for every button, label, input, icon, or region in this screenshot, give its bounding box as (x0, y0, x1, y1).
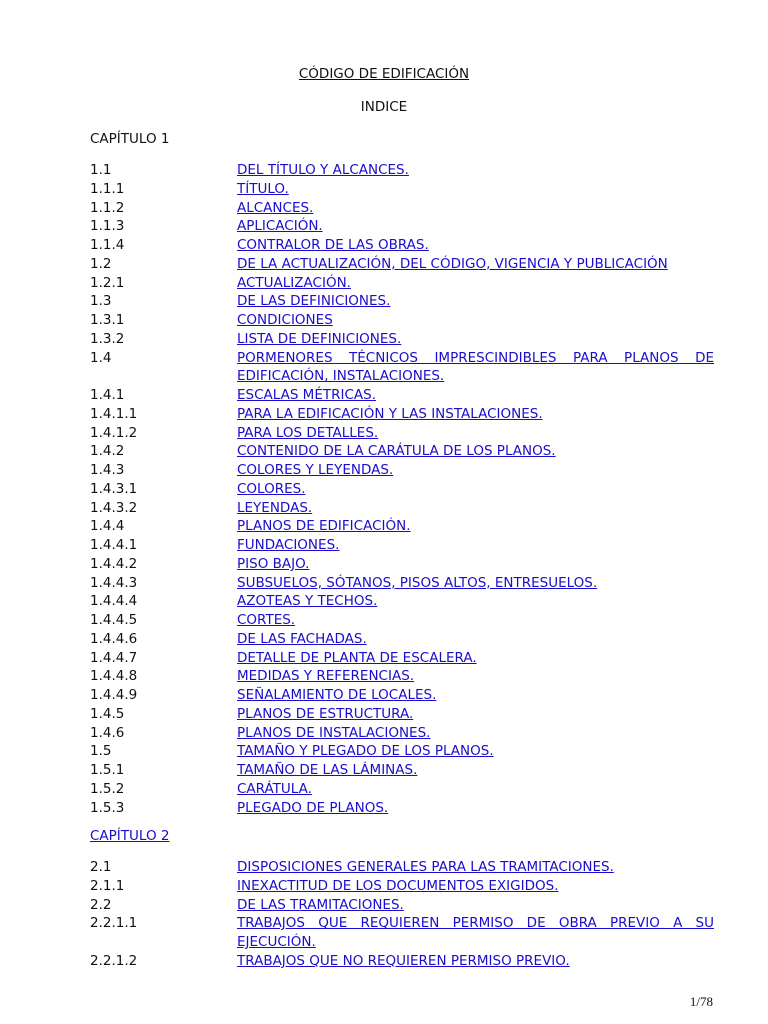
toc-entry-number: 1.1.3 (90, 218, 125, 235)
toc-entry (90, 386, 714, 405)
toc-entry (90, 574, 714, 593)
toc-entry-link[interactable]: FUNDACIONES. (237, 537, 340, 553)
toc-entry (90, 349, 714, 387)
toc-entry-number: 1.4.3 (90, 462, 125, 478)
toc-entry-link[interactable]: ALCANCES. (237, 199, 314, 216)
toc-entry-link[interactable]: TRABAJOS QUE REQUIEREN PERMISO DE OBRA PREVIO A SU EJECUCIÓN. (237, 915, 714, 950)
toc-entry-link[interactable]: SUBSUELOS, SÓTANOS, PISOS ALTOS, ENTRESUELOS. (237, 574, 598, 591)
toc-entry-number: 1.1.2 (90, 199, 125, 216)
toc-entry-number: 2.2 (90, 896, 112, 913)
toc-entry (90, 461, 714, 480)
toc-entry-link[interactable]: PLANOS DE ESTRUCTURA. (237, 705, 414, 722)
toc-entry (90, 292, 714, 311)
toc-entry (90, 914, 714, 952)
toc-entry-number: 1.4.1.1 (90, 405, 138, 422)
toc-entry-number: 1.4.4.9 (90, 687, 138, 703)
toc-entry-link[interactable]: MEDIDAS Y REFERENCIAS. (237, 668, 415, 685)
toc-entry-number: 1.4 (90, 349, 112, 366)
toc-entry (90, 480, 714, 499)
toc-entry-link[interactable]: TÍTULO. (237, 180, 289, 197)
toc-entry-number: 1.2 (90, 255, 112, 272)
toc-entry (90, 724, 714, 743)
toc-entry (90, 199, 714, 218)
toc-entry (90, 592, 714, 611)
toc-entry-link[interactable]: COLORES Y LEYENDAS. (237, 462, 394, 478)
toc-entry (90, 255, 714, 274)
toc-entry-number: 1.4.4.3 (90, 574, 138, 591)
toc-entry (90, 217, 714, 236)
toc-entry-link[interactable]: DE LA ACTUALIZACIÓN, DEL CÓDIGO, VIGENCIA Y PUBLICACIÓN (237, 255, 668, 272)
toc-entry (90, 686, 714, 705)
toc-entry (90, 611, 714, 630)
toc-entry (90, 555, 714, 574)
toc-entry-link[interactable]: PARA LA EDIFICACIÓN Y LAS INSTALACIONES. (237, 405, 543, 422)
toc-entry-number: 1.4.5 (90, 705, 125, 722)
toc-entry-number: 1.4.3.1 (90, 480, 138, 497)
toc-entry-link[interactable]: PLANOS DE EDIFICACIÓN. (237, 518, 411, 535)
toc-entry (90, 761, 714, 780)
toc-chapter-1 (90, 161, 714, 817)
toc-entry-link[interactable]: CARÁTULA. (237, 780, 312, 797)
toc-entry-link[interactable]: COLORES. (237, 480, 306, 497)
toc-entry-number: 1.4.4.5 (90, 612, 138, 628)
toc-entry-number: 1.4.4 (90, 518, 125, 535)
toc-entry (90, 161, 714, 180)
toc-entry-number: 1.4.3.2 (90, 499, 138, 516)
toc-entry (90, 896, 714, 915)
toc-entry (90, 649, 714, 668)
toc-entry (90, 780, 714, 799)
toc-entry-link[interactable]: LISTA DE DEFINICIONES. (237, 330, 402, 347)
toc-entry-link[interactable]: CONTENIDO DE LA CARÁTULA DE LOS PLANOS. (237, 443, 556, 460)
chapter-1-heading: CAPÍTULO 1 (90, 131, 170, 147)
toc-entry (90, 274, 714, 293)
toc-entry-link[interactable]: TRABAJOS QUE NO REQUIEREN PERMISO PREVIO. (237, 952, 570, 969)
toc-entry-link[interactable]: DISPOSICIONES GENERALES PARA LAS TRAMITACIONES. (237, 859, 614, 875)
toc-entry-link[interactable]: APLICACIÓN. (237, 218, 323, 235)
toc-entry-number: 1.1 (90, 162, 112, 178)
toc-entry-number: 1.4.4.8 (90, 668, 138, 685)
toc-entry (90, 405, 714, 424)
toc-entry-number: 1.3 (90, 293, 112, 310)
toc-entry-number: 2.2.1.1 (90, 915, 138, 932)
toc-entry-number: 1.4.1 (90, 387, 125, 403)
toc-entry-link[interactable]: PORMENORES TÉCNICOS IMPRESCINDIBLES PARA PLANOS DE EDIFICACIÓN, INSTALACIONES. (237, 349, 714, 385)
toc-entry (90, 877, 714, 896)
toc-entry-link[interactable]: DE LAS DEFINICIONES. (237, 293, 391, 310)
toc-entry-link[interactable]: CORTES. (237, 612, 296, 628)
toc-entry (90, 180, 714, 199)
toc-entry-number: 2.1 (90, 859, 112, 875)
toc-entry-number: 1.1.1 (90, 180, 125, 197)
toc-entry-link[interactable]: SEÑALAMIENTO DE LOCALES. (237, 687, 437, 703)
page-number: 1/78 (689, 994, 713, 1009)
toc-entry (90, 536, 714, 555)
toc-entry-number: 1.4.1.2 (90, 424, 138, 441)
toc-entry-number: 1.3.2 (90, 330, 125, 347)
toc-entry (90, 311, 714, 330)
document-subtitle: INDICE (360, 99, 408, 115)
toc-entry-number: 1.4.4.1 (90, 537, 138, 553)
toc-entry-link[interactable]: CONDICIONES (237, 312, 333, 328)
toc-entry-link[interactable]: PISO BAJO. (237, 555, 310, 572)
toc-entry-number: 1.5.1 (90, 762, 125, 778)
toc-entry (90, 630, 714, 649)
toc-entry-link[interactable]: TAMAÑO DE LAS LÁMINAS. (237, 762, 418, 778)
toc-entry-link[interactable]: PLEGADO DE PLANOS. (237, 799, 389, 816)
toc-entry (90, 424, 714, 443)
toc-entry (90, 952, 714, 971)
toc-entry-link[interactable]: INEXACTITUD DE LOS DOCUMENTOS EXIGIDOS. (237, 877, 559, 894)
chapter-2-link[interactable]: CAPÍTULO 2 (90, 828, 170, 844)
toc-entry-number: 1.4.4.2 (90, 555, 138, 572)
toc-entry-link[interactable]: PARA LOS DETALLES. (237, 424, 379, 441)
toc-entry-number: 1.5.2 (90, 780, 125, 797)
toc-entry-number: 1.3.1 (90, 312, 125, 328)
toc-entry-number: 1.2.1 (90, 274, 125, 291)
toc-entry-number: 1.4.6 (90, 724, 125, 741)
toc-chapter-2 (90, 858, 714, 971)
toc-entry (90, 499, 714, 518)
toc-entry (90, 667, 714, 686)
toc-entry-link[interactable]: LEYENDAS. (237, 499, 313, 516)
toc-entry-number: 1.5 (90, 743, 112, 760)
toc-entry (90, 858, 714, 877)
toc-entry-number: 1.4.4.4 (90, 593, 138, 610)
toc-entry-link[interactable]: DE LAS TRAMITACIONES. (237, 896, 404, 913)
toc-entry-link[interactable]: DEL TÍTULO Y ALCANCES. (237, 162, 409, 178)
toc-entry-number: 2.1.1 (90, 877, 125, 894)
toc-entry-number: 1.4.4.6 (90, 630, 138, 647)
toc-entry-link[interactable]: DETALLE DE PLANTA DE ESCALERA. (237, 649, 477, 666)
toc-entry (90, 705, 714, 724)
toc-entry (90, 799, 714, 818)
toc-entry (90, 236, 714, 255)
toc-entry-link[interactable]: CONTRALOR DE LAS OBRAS. (237, 237, 429, 253)
toc-entry-link[interactable]: AZOTEAS Y TECHOS. (237, 593, 378, 610)
toc-entry-link[interactable]: ESCALAS MÉTRICAS. (237, 387, 376, 403)
toc-entry (90, 517, 714, 536)
toc-entry (90, 442, 714, 461)
toc-entry-link[interactable]: PLANOS DE INSTALACIONES. (237, 724, 431, 741)
toc-entry-number: 1.1.4 (90, 237, 125, 253)
toc-entry-link[interactable]: DE LAS FACHADAS. (237, 630, 367, 647)
toc-entry-number: 1.4.4.7 (90, 649, 138, 666)
document-title: CÓDIGO DE EDIFICACIÓN (298, 66, 470, 82)
toc-entry (90, 742, 714, 761)
toc-entry-link[interactable]: TAMAÑO Y PLEGADO DE LOS PLANOS. (237, 743, 494, 760)
toc-entry (90, 330, 714, 349)
toc-entry-number: 2.2.1.2 (90, 952, 138, 969)
toc-entry-number: 1.4.2 (90, 443, 125, 460)
toc-entry-link[interactable]: ACTUALIZACIÓN. (237, 274, 351, 291)
toc-entry-number: 1.5.3 (90, 799, 125, 816)
